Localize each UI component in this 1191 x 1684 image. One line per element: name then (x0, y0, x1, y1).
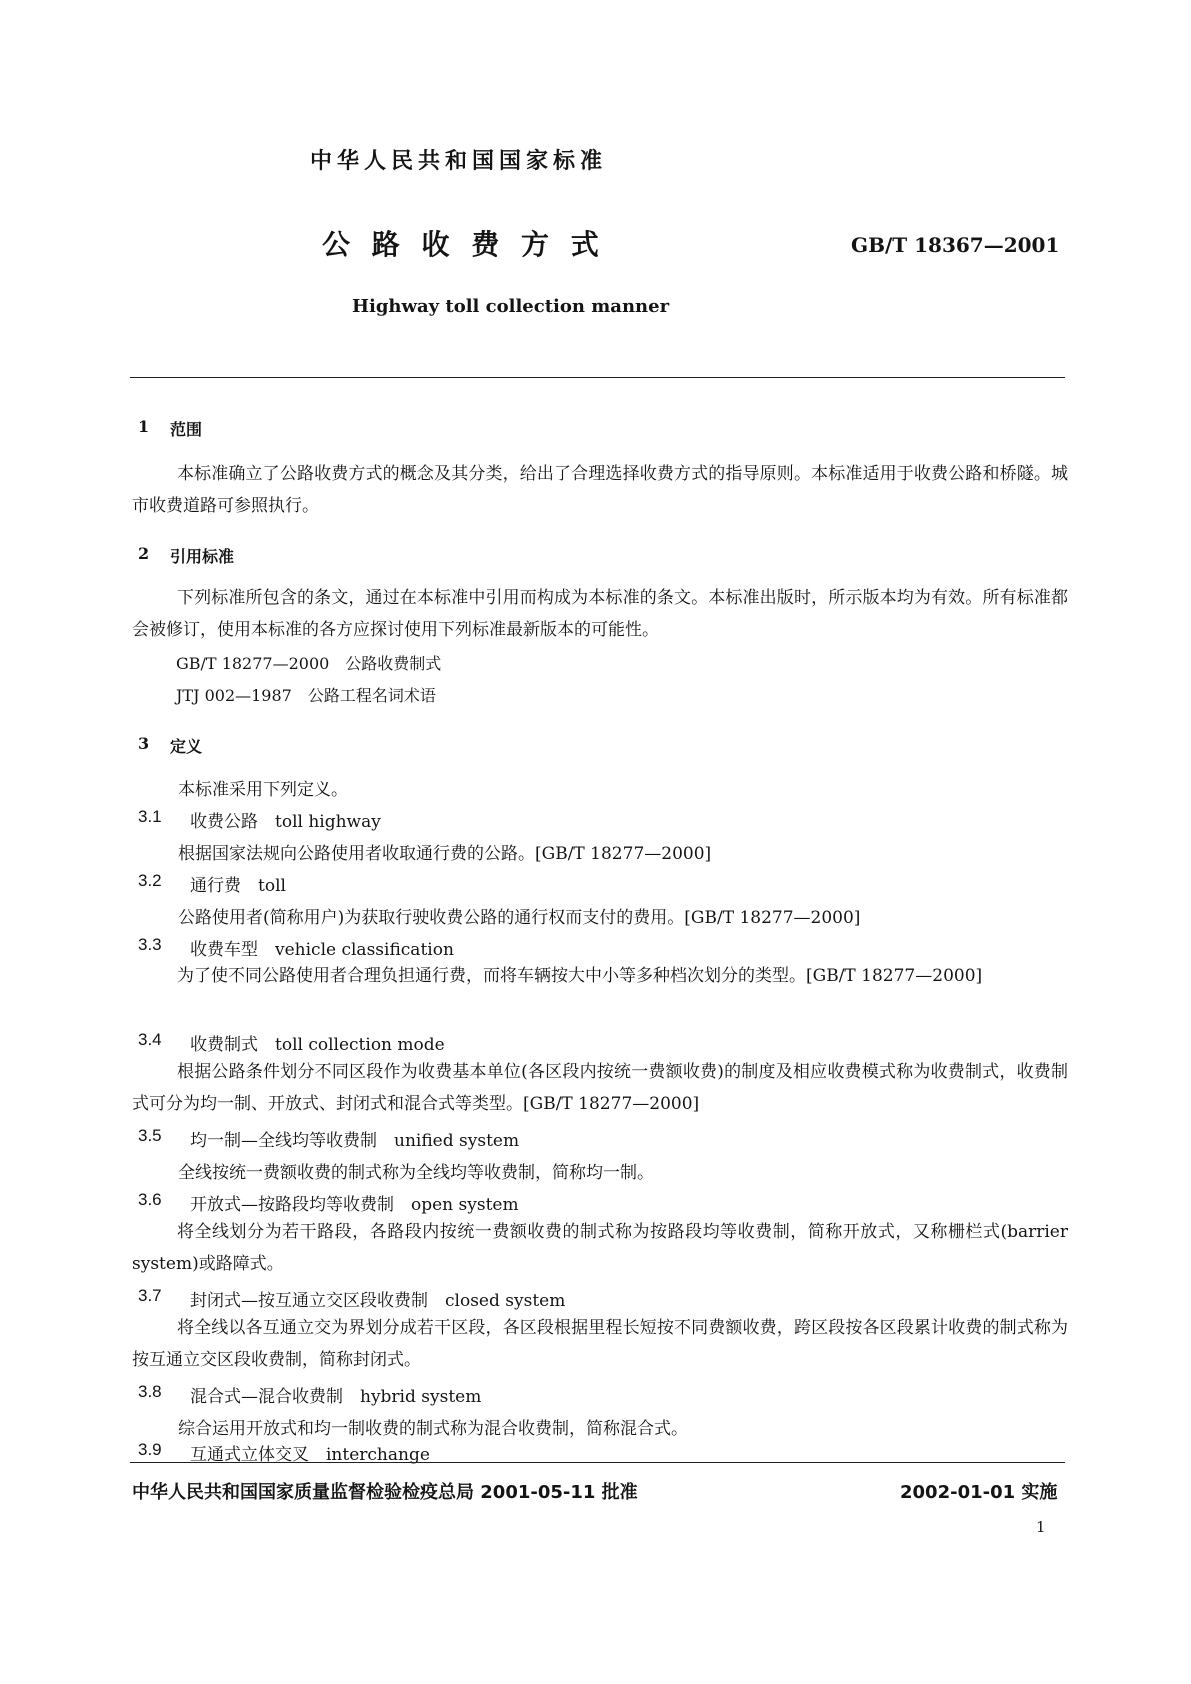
definition-term: 收费公路 toll highway (190, 812, 381, 832)
section-title: 定义 (170, 737, 203, 756)
section-paragraph: 下列标准所包含的条文，通过在本标准中引用而构成为本标准的条文。本标准出版时，所示版本均为有效。所有标准都会被修订，使用本标准的各方应探讨使用下列标准最新版本的可能性。 (132, 588, 1068, 640)
english-title: Highway toll collection manner (352, 296, 670, 317)
publisher-title: 中华人民共和国国家标准 (310, 149, 608, 174)
definition-term: 开放式—按路段均等收费制 open system (190, 1195, 519, 1215)
definition-number: 3.2 (138, 871, 162, 890)
document-title: 公 路 收 费 方 式 (322, 228, 605, 261)
section-title: 引用标准 (170, 547, 235, 566)
implementation-date: 2002-01-01 实施 (900, 1482, 1058, 1503)
definition-term: 互通式立体交叉 interchange (190, 1445, 430, 1465)
standard-code: GB/T 18367—2001 (851, 233, 1060, 257)
section-number: 1 (138, 417, 150, 436)
definition-text: 将全线划分为若干路段，各路段内按统一费额收费的制式称为按路段均等收费制，简称开放式，又称栅栏式(barrier system)或路障式。 (132, 1222, 1068, 1274)
section-title: 范围 (170, 420, 203, 439)
definition-number: 3.8 (138, 1382, 162, 1401)
definition-number: 3.4 (138, 1030, 162, 1049)
reference-standard: GB/T 18277—2000 公路收费制式 (176, 654, 442, 673)
definition-term: 均一制—全线均等收费制 unified system (190, 1131, 520, 1151)
section-number: 2 (138, 544, 150, 563)
page-number: 1 (1036, 1518, 1046, 1536)
definition-term: 混合式—混合收费制 hybrid system (190, 1387, 482, 1407)
definition-number: 3.7 (138, 1286, 162, 1305)
definition-number: 3.5 (138, 1126, 162, 1145)
approval-line: 中华人民共和国国家质量监督检验检疫总局 2001-05-11 批准 (132, 1482, 638, 1503)
definition-term: 封闭式—按互通立交区段收费制 closed system (190, 1291, 566, 1311)
definition-term: 通行费 toll (190, 876, 286, 896)
definition-text: 公路使用者(简称用户)为获取行驶收费公路的通行权而支付的费用。[GB/T 18277—2000] (178, 908, 861, 928)
definition-term: 收费制式 toll collection mode (190, 1035, 445, 1055)
section-paragraph: 本标准确立了公路收费方式的概念及其分类，给出了合理选择收费方式的指导原则。本标准适用于收费公路和桥隧。城市收费道路可参照执行。 (132, 464, 1068, 516)
section-number: 3 (138, 734, 150, 753)
footer-rule (130, 1462, 1065, 1463)
reference-standard: JTJ 002—1987 公路工程名词术语 (176, 686, 436, 705)
definition-text: 综合运用开放式和均一制收费的制式称为混合收费制，简称混合式。 (178, 1419, 688, 1439)
definition-text: 根据国家法规向公路使用者收取通行费的公路。[GB/T 18277—2000] (178, 844, 712, 864)
definition-text: 将全线以各互通立交为界划分成若干区段，各区段根据里程长短按不同费额收费，跨区段按各区段累计收费的制式称为按互通立交区段收费制，简称封闭式。 (132, 1318, 1068, 1370)
definition-number: 3.6 (138, 1190, 162, 1209)
definition-text: 为了使不同公路使用者合理负担通行费，而将车辆按大中小等多种档次划分的类型。[GB/T 18277—2000] (177, 966, 983, 986)
definition-text: 全线按统一费额收费的制式称为全线均等收费制，简称均一制。 (178, 1163, 654, 1183)
section-intro: 本标准采用下列定义。 (178, 780, 348, 800)
definition-number: 3.1 (138, 807, 162, 826)
definition-term: 收费车型 vehicle classification (190, 940, 454, 960)
definition-number: 3.9 (138, 1440, 162, 1459)
definition-number: 3.3 (138, 935, 162, 954)
definition-text: 根据公路条件划分不同区段作为收费基本单位(各区段内按统一费额收费)的制度及相应收费模式称为收费制式，收费制式可分为均一制、开放式、封闭式和混合式等类型。[GB/T 18277—2000] (132, 1062, 1068, 1114)
header-rule (130, 377, 1065, 378)
